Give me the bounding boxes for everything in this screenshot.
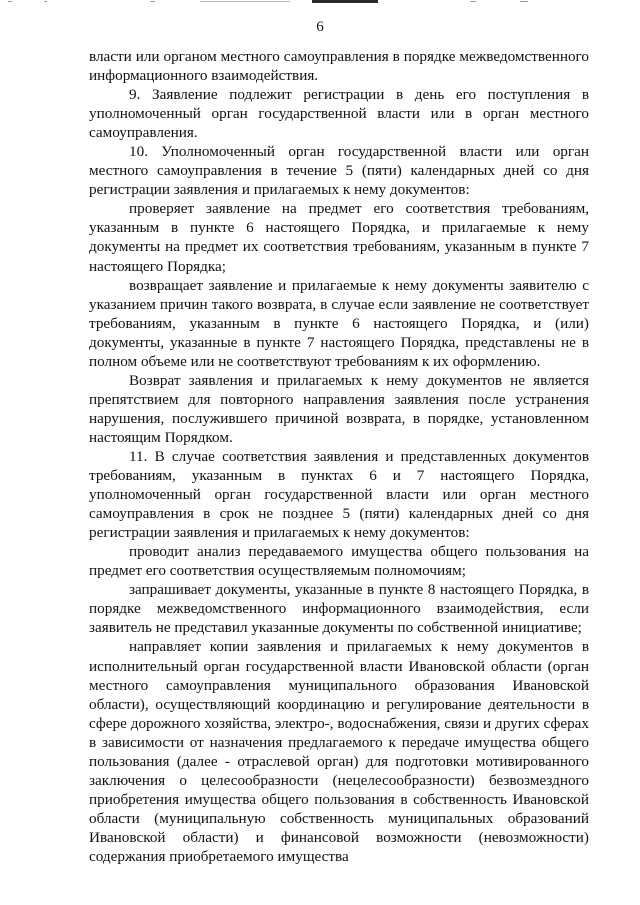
page-number: 6: [316, 19, 324, 35]
paragraph-return-note: Возврат заявления и прилагаемых к нему документов не является препятствием для повторного направления заявления после устранения нарушения, послужившего причиной возврата, в порядке, установленном настоящим Порядком.: [89, 371, 589, 446]
document-body: [89, 47, 589, 866]
paragraph-item-9: 9. Заявление подлежит регистрации в день его поступления в уполномоченный орган государственной власти или в орган местного самоуправления.: [89, 86, 589, 142]
scan-top-edge: [0, 0, 640, 4]
paragraph-check-application: проверяет заявление на предмет его соответствия требованиям, указанным в пункте 6 настоящего Порядка, и прилагаемые к нему документы на предмет их соответствия требованиям, указанным в пункте 7 настоящего Порядка;: [89, 200, 589, 275]
paragraph-return-application: возвращает заявление и прилагаемые к нему документы заявителю с указанием причин такого возврата, в случае если заявление не соответствует требованиям, указанным в пункте 6 настоящего Порядка, и (или) документы, указанные в пункте 7 настоящего Порядка, представлены не в полном объеме или не соответствуют требованиям к их оформлению.: [89, 276, 589, 370]
paragraph-item-10: 10. Уполномоченный орган государственной власти или орган местного самоуправления в течение 5 (пяти) календарных дней со дня регистрации заявления и прилагаемых к нему документов:: [89, 143, 589, 199]
paragraph-item-11: 11. В случае соответствия заявления и представленных документов требованиям, указанным в пунктах 6 и 7 настоящего Порядка, уполномоченный орган государственной власти или орган местного самоуправления в срок не позднее 5 (пяти) календарных дней со дня регистрации заявления и прилагаемых к нему документов:: [89, 447, 589, 542]
paragraph-send-copies: направляет копии заявления и прилагаемых к нему документов в исполнительный орган государственной власти Ивановской области (орган местного самоуправления муниципального образования Ивановской области), осуществляющий координацию и регулирование деятельности в сфере дорожного хозяйства, электро-, водоснабжения, связи и других сферах в зависимости от назначения предлагаемого к передаче имущества общего пользования (далее - отраслевой орган) для подготовки мотивированного заключения о целесообразности (нецелесообразности) безвозмездного приобретения имущества общего пользования в собственность Ивановской области (муниципальную собственность муниципальных образований Ивановской области) и финансовой возможности (невозможности) содержания приобретаемого имущества: [89, 638, 589, 865]
paragraph-request-documents: запрашивает документы, указанные в пункте 8 настоящего Порядка, в порядке межведомственного информационного взаимодействия, если заявитель не представил указанные документы по собственной инициативе;: [89, 581, 589, 637]
paragraph-continuation: власти или органом местного самоуправления в порядке межведомственного информационного взаимодействия.: [89, 48, 589, 85]
paragraph-analysis: проводит анализ передаваемого имущества общего пользования на предмет его соответствия осуществляемым полномочиям;: [89, 543, 589, 580]
